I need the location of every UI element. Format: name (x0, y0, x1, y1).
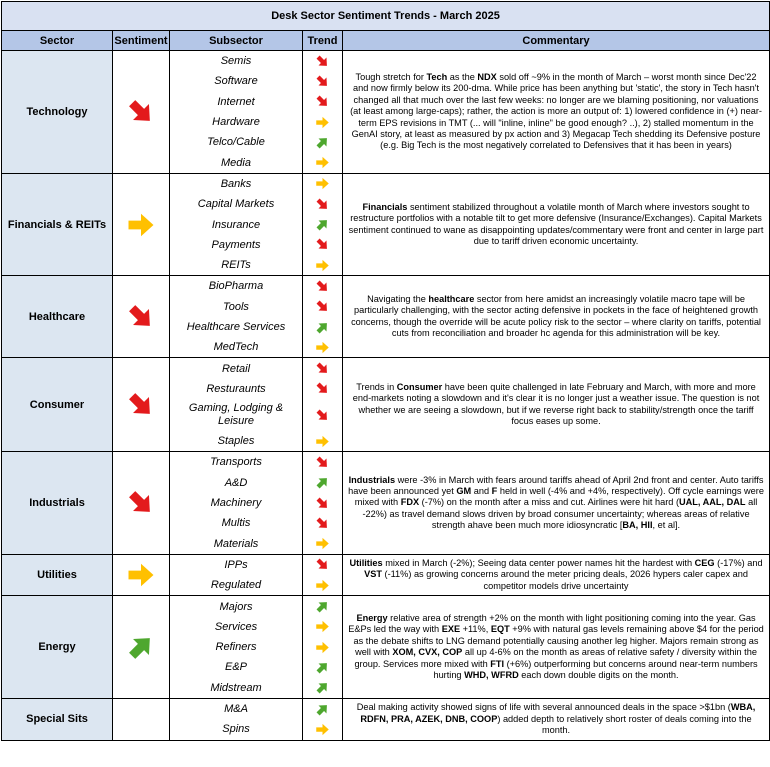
trend-cell (303, 637, 343, 657)
commentary-text: mixed in March (-2%); Seeing data center power names hit the hardest with (382, 558, 695, 569)
sentiment-cell (113, 596, 170, 698)
subsector-a-d: A&D (170, 473, 303, 493)
subsector-materials: Materials (170, 534, 303, 555)
up-arrow-icon (126, 632, 156, 662)
commentary-highlight: Financials (362, 201, 408, 212)
flat-arrow-icon (315, 115, 330, 130)
commentary-technology (343, 51, 770, 174)
commentary-highlight: WHD, WFRD (464, 669, 519, 680)
down-arrow-icon (315, 408, 330, 423)
sector-consumer: Consumer (2, 358, 113, 452)
subsector-payments: Payments (170, 235, 303, 255)
commentary-healthcare (343, 276, 770, 358)
down-arrow-icon (315, 361, 330, 376)
flat-arrow-icon (315, 722, 330, 737)
commentary-highlight: FDX (400, 497, 420, 508)
down-arrow-icon (126, 97, 156, 127)
up-arrow-icon (315, 475, 330, 490)
down-arrow-icon (315, 381, 330, 396)
subsector-midstream: Midstream (170, 678, 303, 699)
table-row (2, 452, 770, 473)
subsector-software: Software (170, 71, 303, 91)
up-arrow-icon (315, 680, 330, 695)
commentary-text: Tough stretch for (355, 71, 427, 82)
down-arrow-icon (315, 496, 330, 511)
commentary-text: ) added depth to relatively short roster of deals coming into the month. (497, 713, 752, 735)
subsector-banks: Banks (170, 173, 303, 194)
header-commentary: Commentary (343, 31, 770, 51)
subsector-retail: Retail (170, 358, 303, 379)
table-row (2, 173, 770, 194)
commentary-text: sentiment stabilized throughout a volatile month of March where investors sought to restructure portfolios with a notable tilt to get more defensive (Insurance/Exchanges). Capital Markets sentiment continued to wane as disappointing updates/commentary were front and center in large part due to tariff driven economic uncertainty. (348, 201, 764, 246)
commentary-highlight: Industrials (348, 474, 396, 485)
trend-cell (303, 358, 343, 379)
sector-healthcare: Healthcare (2, 276, 113, 358)
commentary-highlight: EXE (441, 624, 461, 635)
sentiment-cell (113, 554, 170, 596)
trend-cell (303, 534, 343, 555)
commentary-highlight: UAL, AAL, DAL (679, 497, 746, 508)
table-row (2, 596, 770, 617)
commentary-text: sold off ~9% in the month of March – worst month since Dec'22 and now firmly below its 200-dma. While price has been anything but 'static', the story in Tech hasn't changed all that much over the last few weeks: no longer are we blaming positioning, nor valuations (at least among large-caps); rather, the action is more an output of: 1) lowered confidence in (+) near-term EPS revisions in TMT (... will "inline, inline" be good enough? ..), 2) stalled momentum in the GenAI story, at least as measured by px action and 3) Megacap Tech shedding its Defensive posture (e.g. Big Tech is the most negatively correlated to Defensives that it has been in years) (350, 71, 762, 151)
down-arrow-icon (315, 237, 330, 252)
trend-cell (303, 152, 343, 173)
trend-cell (303, 337, 343, 358)
commentary-text: (-17%) and (714, 558, 763, 569)
down-arrow-icon (315, 94, 330, 109)
trend-cell (303, 71, 343, 91)
flat-arrow-icon (315, 640, 330, 655)
subsector-transports: Transports (170, 452, 303, 473)
header-row (2, 31, 770, 51)
trend-cell (303, 194, 343, 214)
down-arrow-icon (126, 390, 156, 420)
commentary-highlight: VST (364, 569, 382, 580)
commentary-highlight: Consumer (396, 382, 443, 393)
trend-cell (303, 276, 343, 297)
commentary-text: as the (447, 71, 478, 82)
trend-cell (303, 92, 343, 112)
table-row (2, 358, 770, 379)
subsector-tools: Tools (170, 297, 303, 317)
flat-arrow-icon (315, 578, 330, 593)
commentary-highlight: NDX (477, 71, 497, 82)
trend-cell (303, 473, 343, 493)
flat-arrow-icon (315, 155, 330, 170)
commentary-highlight: Tech (426, 71, 448, 82)
subsector-capital-markets: Capital Markets (170, 194, 303, 214)
trend-cell (303, 379, 343, 399)
table-title: Desk Sector Sentiment Trends - March 2025 (2, 2, 770, 31)
sector-industrials: Industrials (2, 452, 113, 554)
trend-cell (303, 698, 343, 719)
subsector-media: Media (170, 152, 303, 173)
sector-special-sits: Special Sits (2, 698, 113, 740)
up-arrow-icon (315, 660, 330, 675)
trend-cell (303, 399, 343, 431)
trend-cell (303, 719, 343, 740)
sector-utilities: Utilities (2, 554, 113, 596)
trend-cell (303, 431, 343, 452)
commentary-highlight: WBA, RDFN, PRA, AZEK, DNB, COOP (360, 702, 756, 724)
up-arrow-icon (315, 599, 330, 614)
trend-cell (303, 255, 343, 276)
commentary-text: and (471, 485, 492, 496)
trend-cell (303, 554, 343, 575)
sentiment-cell (113, 452, 170, 554)
subsector-multis: Multis (170, 513, 303, 533)
header-trend: Trend (303, 31, 343, 51)
table-row (2, 51, 770, 72)
commentary-text: each down double digits on the month. (518, 669, 679, 680)
subsector-e-p: E&P (170, 657, 303, 677)
table-row (2, 698, 770, 719)
trend-cell (303, 513, 343, 533)
commentary-highlight: healthcare (428, 294, 475, 305)
flat-arrow-icon (315, 619, 330, 634)
trend-cell (303, 678, 343, 699)
trend-cell (303, 617, 343, 637)
commentary-text: +9% with natural gas levels remaining above $4 for the period as the debate shifts to LNG demand potentially causing another leg higher. Majors remain strong as well with (353, 624, 764, 658)
subsector-majors: Majors (170, 596, 303, 617)
subsector-resturaunts: Resturaunts (170, 379, 303, 399)
commentary-highlight: Energy (356, 612, 388, 623)
subsector-medtech: MedTech (170, 337, 303, 358)
subsector-refiners: Refiners (170, 637, 303, 657)
sentiment-cell (113, 698, 170, 740)
commentary-text: all -22%) as travel demand slows driven by broad consumer uncertainty; whereas areas of relative strength ahave been much more idiosyncratic [ (362, 497, 758, 531)
subsector-insurance: Insurance (170, 214, 303, 234)
commentary-text: (+6%) outperforming but concerns around near-term numbers hurting (433, 658, 758, 680)
trend-cell (303, 173, 343, 194)
trend-cell (303, 657, 343, 677)
subsector-m-a: M&A (170, 698, 303, 719)
sentiment-cell (113, 51, 170, 174)
flat-arrow-icon (315, 536, 330, 551)
flat-arrow-icon (315, 340, 330, 355)
subsector-machinery: Machinery (170, 493, 303, 513)
commentary-highlight: FTI (490, 658, 505, 669)
sentiment-cell (113, 276, 170, 358)
commentary-text: have been quite challenged in late February and March, with more and more end-markets noting a slowdown and it's clear it is no longer just a weather issue. The question is not whether we are seeing a slowdown, but if we reverse right back to stability/strength once the tariff focus eases up some. (352, 382, 760, 427)
sector-technology: Technology (2, 51, 113, 174)
down-arrow-icon (315, 299, 330, 314)
commentary-industrials (343, 452, 770, 554)
flat-arrow-icon (126, 560, 156, 590)
commentary-text: were -3% in March with fears around tariffs ahead of April 2nd front and center. Auto tariffs have been announced yet (348, 474, 764, 496)
down-arrow-icon (315, 74, 330, 89)
commentary-highlight: GM (456, 485, 472, 496)
trend-cell (303, 297, 343, 317)
trend-cell (303, 452, 343, 473)
commentary-consumer (343, 358, 770, 452)
sentiment-cell (113, 173, 170, 275)
commentary-highlight: Utilities (349, 558, 383, 569)
sector-energy: Energy (2, 596, 113, 698)
commentary-text: sector from here amidst an increasingly volatile macro tape will be particularly challenging, with the sector acting defensive in pockets in the face of heightened growth concerns, though the override will be acute policy risk to the sector – where clarity on tariffs, potential cuts from reconciliation and broader hc agenda for this administration will be key. (351, 294, 761, 339)
commentary-highlight: CEG (694, 558, 715, 569)
flat-arrow-icon (126, 210, 156, 240)
header-sector: Sector (2, 31, 113, 51)
commentary-text: (-7%) on the month after a miss and cut. Airlines were hit hard ( (419, 497, 680, 508)
trend-cell (303, 575, 343, 596)
subsector-internet: Internet (170, 92, 303, 112)
commentary-text: +11%, (460, 624, 491, 635)
up-arrow-icon (315, 702, 330, 717)
trend-cell (303, 51, 343, 72)
subsector-ipps: IPPs (170, 554, 303, 575)
down-arrow-icon (315, 516, 330, 531)
up-arrow-icon (315, 135, 330, 150)
commentary-text: held in well (-4% and +4%, respectively). Off cycle earnings were mixed with (354, 485, 764, 508)
flat-arrow-icon (315, 434, 330, 449)
commentary-text: Deal making activity showed signs of life with several announced deals in the space >$1bn ( (356, 702, 731, 713)
commentary-highlight: EQT (490, 624, 510, 635)
subsector-telco-cable: Telco/Cable (170, 132, 303, 152)
commentary-text: , et al]. (652, 520, 681, 531)
flat-arrow-icon (315, 258, 330, 273)
subsector-regulated: Regulated (170, 575, 303, 596)
commentary-special-sits (343, 698, 770, 740)
subsector-semis: Semis (170, 51, 303, 72)
trend-cell (303, 132, 343, 152)
subsector-reits: REITs (170, 255, 303, 276)
commentary-energy (343, 596, 770, 698)
commentary-highlight: BA, HII (622, 520, 653, 531)
subsector-staples: Staples (170, 431, 303, 452)
subsector-biopharma: BioPharma (170, 276, 303, 297)
table-row (2, 276, 770, 297)
down-arrow-icon (126, 488, 156, 518)
commentary-text: Navigating the (367, 294, 429, 305)
sentiment-table (1, 1, 770, 741)
commentary-text: (-11%) as growing concerns around the meter pricing deals, 2026 hypers caler capex and competitor models drive uncertainty (381, 569, 748, 591)
sentiment-cell (113, 358, 170, 452)
flat-arrow-icon (315, 176, 330, 191)
down-arrow-icon (315, 279, 330, 294)
up-arrow-icon (315, 320, 330, 335)
down-arrow-icon (315, 455, 330, 470)
table-row (2, 554, 770, 575)
down-arrow-icon (315, 197, 330, 212)
commentary-text: all up 4-6% on the month as areas of relative safety / diversity within the group. Services more mixed with (354, 647, 757, 669)
up-arrow-icon (315, 217, 330, 232)
trend-cell (303, 214, 343, 234)
down-arrow-icon (126, 302, 156, 332)
subsector-healthcare-services: Healthcare Services (170, 317, 303, 337)
commentary-highlight: F (491, 485, 498, 496)
commentary-utilities (343, 554, 770, 596)
down-arrow-icon (315, 557, 330, 572)
commentary-text: relative area of strength +2% on the month with light positioning coming into the year. Gas E&Ps led the way with (348, 612, 756, 635)
header-subsector: Subsector (170, 31, 303, 51)
subsector-services: Services (170, 617, 303, 637)
sector-financials-reits: Financials & REITs (2, 173, 113, 275)
commentary-text: Trends in (356, 382, 397, 393)
trend-cell (303, 112, 343, 132)
commentary-financials-reits (343, 173, 770, 275)
down-arrow-icon (315, 54, 330, 69)
subsector-gaming-lodging-leisure: Gaming, Lodging & Leisure (170, 399, 303, 431)
trend-cell (303, 596, 343, 617)
subsector-spins: Spins (170, 719, 303, 740)
subsector-hardware: Hardware (170, 112, 303, 132)
header-sentiment: Sentiment (113, 31, 170, 51)
trend-cell (303, 235, 343, 255)
commentary-highlight: XOM, CVX, COP (392, 647, 463, 658)
table-body (2, 51, 770, 741)
trend-cell (303, 317, 343, 337)
trend-cell (303, 493, 343, 513)
